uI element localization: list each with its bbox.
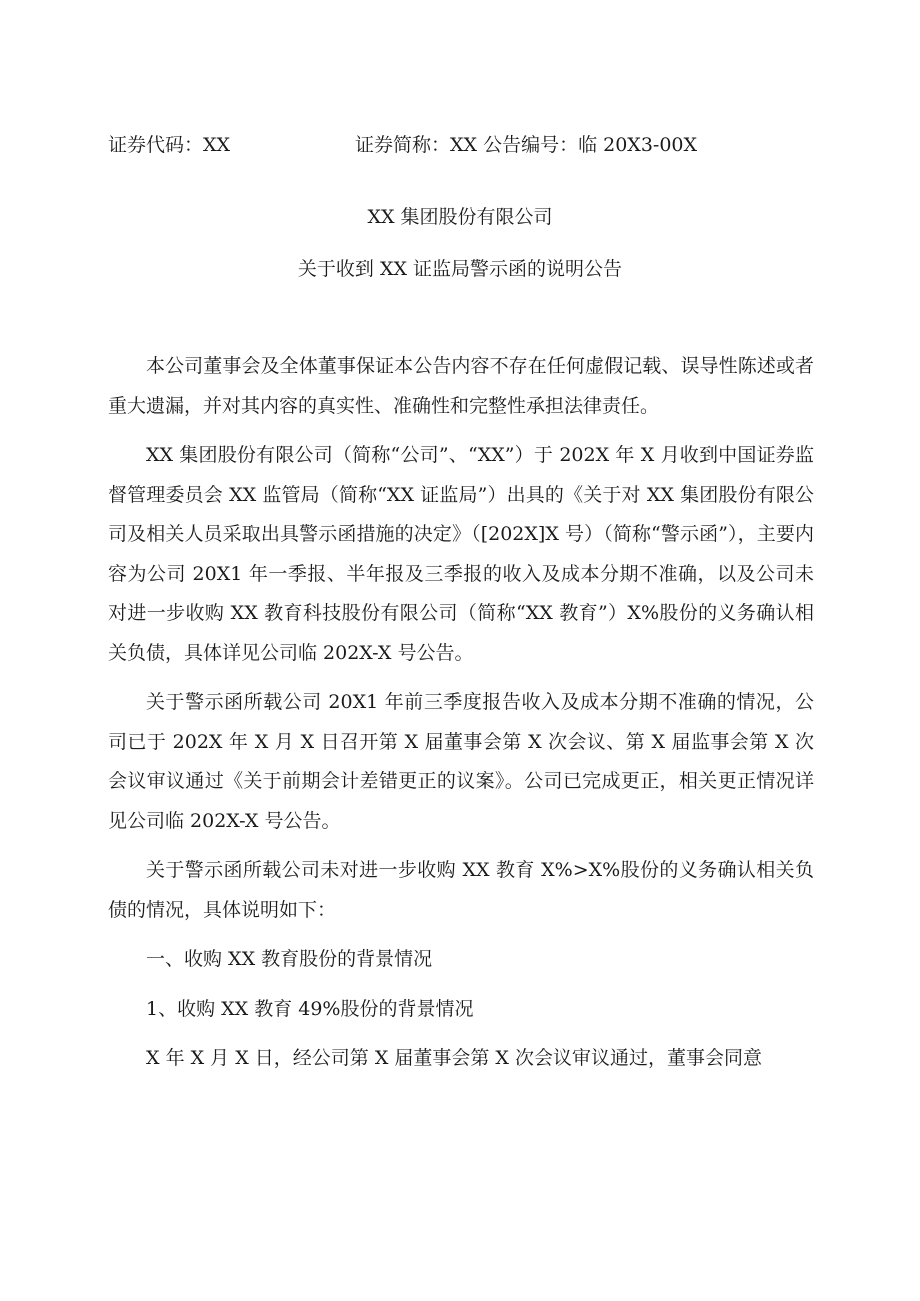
disclaimer-paragraph: 本公司董事会及全体董事保证本公告内容不存在任何虚假记载、误导性陈述或者重大遗漏，并对其内容的真实性、准确性和完整性承担法律责任。 (108, 355, 814, 417)
security-abbreviation-and-announcement-number: 证券简称：XX 公告编号：临 20X3-00X (355, 134, 698, 156)
announcement-body (108, 347, 814, 1089)
background-paragraph: X 年 X 月 X 日，经公司第 X 届董事会第 X 次会议审议通过，董事会同意 (146, 1047, 762, 1069)
correction-paragraph: 关于警示函所载公司 20X1 年前三季度报告收入及成本分期不准确的情况，公司已于 202X 年 X 月 X 日召开第 X 届董事会第 X 次会议、第 X 届监事会第 X 次会议审议通过《关于前期会计差错更正的议案》。公司已完成更正，相关更正情况详见公司临 202X-X 号公告。 (108, 691, 814, 832)
announcement-subject-title: 关于收到 XX 证监局警示函的说明公告 (297, 258, 623, 280)
liability-intro-paragraph: 关于警示函所载公司未对进一步收购 XX 教育 X%>X%股份的义务确认相关负债的情况，具体说明如下： (108, 859, 814, 921)
company-name-title: XX 集团股份有限公司 (367, 206, 553, 228)
security-code: 证券代码：XX (108, 134, 231, 156)
section-heading: 一、收购 XX 教育股份的背景情况 (146, 948, 433, 970)
subsection-heading: 1、收购 XX 教育 49%股份的背景情况 (146, 997, 474, 1020)
warning-letter-paragraph: XX 集团股份有限公司（简称“公司”、“XX”）于 202X 年 X 月收到中国证券监督管理委员会 XX 监管局（简称“XX 证监局”）出具的《关于对 XX 集团股份有限公司及相关人员采取出具警示函措施的决定》（[202X]X 号）（简称“警示函”），主要内容为公司 20X1 年一季报、半年报及三季报的收入及成本分期不准确，以及公司未对进一步收购 XX 教育科技股份有限公司（简称“XX 教育”）X%股份的义务确认相关负债，具体详见公司临 202X-X 号公告。 (108, 444, 814, 664)
